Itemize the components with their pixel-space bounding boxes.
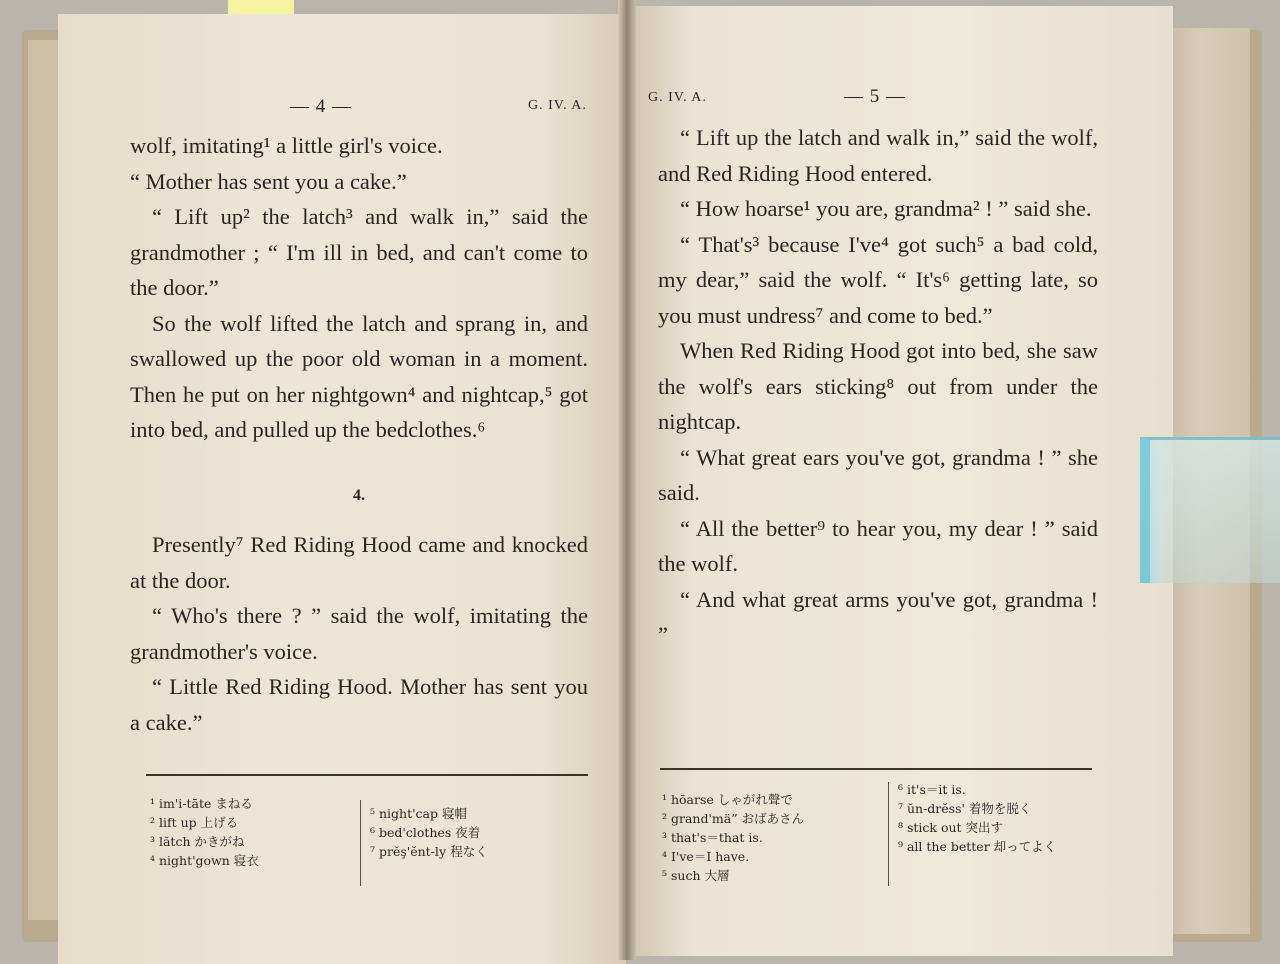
left-page-number: — 4 — xyxy=(290,96,352,117)
footnote: ⁴ I've＝I have. xyxy=(662,849,750,864)
section-number: 4. xyxy=(353,486,365,504)
left-paragraph-6: “ Who's there ? ” said the wolf, imitating the grandmother's voice. xyxy=(130,603,588,664)
footnote: ⁶ bed'clothes 夜着 xyxy=(370,825,481,840)
book-gutter xyxy=(618,0,636,960)
book-left-edge xyxy=(28,40,62,920)
right-footnote-rule xyxy=(660,768,1092,770)
footnote: ⁴ night'gown 寝衣 xyxy=(150,853,259,868)
footnote: ² lift up 上げる xyxy=(150,815,239,830)
left-paragraph-2: “ Mother has sent you a cake.” xyxy=(130,168,407,194)
left-body xyxy=(130,128,588,740)
left-paragraph-7: “ Little Red Riding Hood. Mother has sent you a cake.” xyxy=(130,674,588,735)
right-footnote-divider xyxy=(888,782,889,886)
left-page xyxy=(58,14,626,964)
glass-paperweight xyxy=(1140,437,1280,583)
right-body xyxy=(658,120,1098,653)
footnote: ⁸ stick out 突出す xyxy=(898,820,1004,835)
right-page-number: — 5 — xyxy=(844,86,906,107)
right-paragraph-4: When Red Riding Hood got into bed, she saw the wolf's ears sticking⁸ out from under the nightcap. xyxy=(658,338,1098,434)
footnote: ³ that's＝that is. xyxy=(662,830,763,845)
left-paragraph-1: wolf, imitating¹ a little girl's voice. xyxy=(130,133,443,158)
footnote: ⁷ ŭn-drĕss' 着物を脱く xyxy=(898,801,1032,816)
footnote: ⁹ all the better 却ってよく xyxy=(898,839,1057,854)
left-paragraph-4: So the wolf lifted the latch and sprang in, and swallowed up the poor old woman in a moment. Then he put on her nightgown⁴ and nightcap,⁵ got into bed, and pulled up the bedclothes.⁶ xyxy=(130,310,588,442)
left-running-head: G. IV. A. xyxy=(528,98,587,113)
footnote: ⁵ such 大層 xyxy=(662,868,730,883)
footnote: ⁶ it's＝it is. xyxy=(898,782,966,797)
footnote: ³ lătch かきがね xyxy=(150,834,245,849)
left-paragraph-5: Presently⁷ Red Riding Hood came and knocked at the door. xyxy=(130,532,588,593)
footnote: ² grand'mä” おばあさん xyxy=(662,811,805,826)
right-paragraph-3: “ That's³ because I've⁴ got such⁵ a bad cold, my dear,” said the wolf. “ It's⁶ getting late, so you must undress⁷ and come to bed.” xyxy=(658,231,1098,328)
left-paragraph-3: “ Lift up² the latch³ and walk in,” said the grandmother ; “ I'm ill in bed, and can't come to the door.” xyxy=(130,204,588,300)
sticky-note-tab xyxy=(228,0,294,14)
footnote: ⁷ prĕş'ĕnt-lу 程なく xyxy=(370,844,488,859)
left-footnotes-col2 xyxy=(370,804,488,861)
right-page xyxy=(628,6,1173,956)
right-running-head: G. IV. A. xyxy=(648,90,707,105)
right-paragraph-7: “ And what great arms you've got, grandma ! ” xyxy=(658,586,1098,647)
right-paragraph-6: “ All the better⁹ to hear you, my dear ! ” said the wolf. xyxy=(658,515,1098,576)
right-footnotes-col1 xyxy=(662,790,804,885)
footnote: ¹ hōarse しゃがれ聲で xyxy=(662,792,793,807)
left-footnote-rule xyxy=(146,774,588,776)
right-paragraph-1: “ Lift up the latch and walk in,” said the wolf, and Red Riding Hood entered. xyxy=(658,125,1098,186)
right-footnotes-col2 xyxy=(898,780,1056,856)
left-footnote-divider xyxy=(360,800,361,886)
footnote: ⁵ night'cap 寝帽 xyxy=(370,806,467,821)
right-paragraph-5: “ What great ears you've got, grandma ! ” she said. xyxy=(658,444,1098,505)
left-footnotes-col1 xyxy=(150,794,259,870)
footnote: ¹ im'i-tāte まねる xyxy=(150,796,253,811)
right-paragraph-2: “ How hoarse¹ you are, grandma² ! ” said she. xyxy=(680,196,1092,221)
